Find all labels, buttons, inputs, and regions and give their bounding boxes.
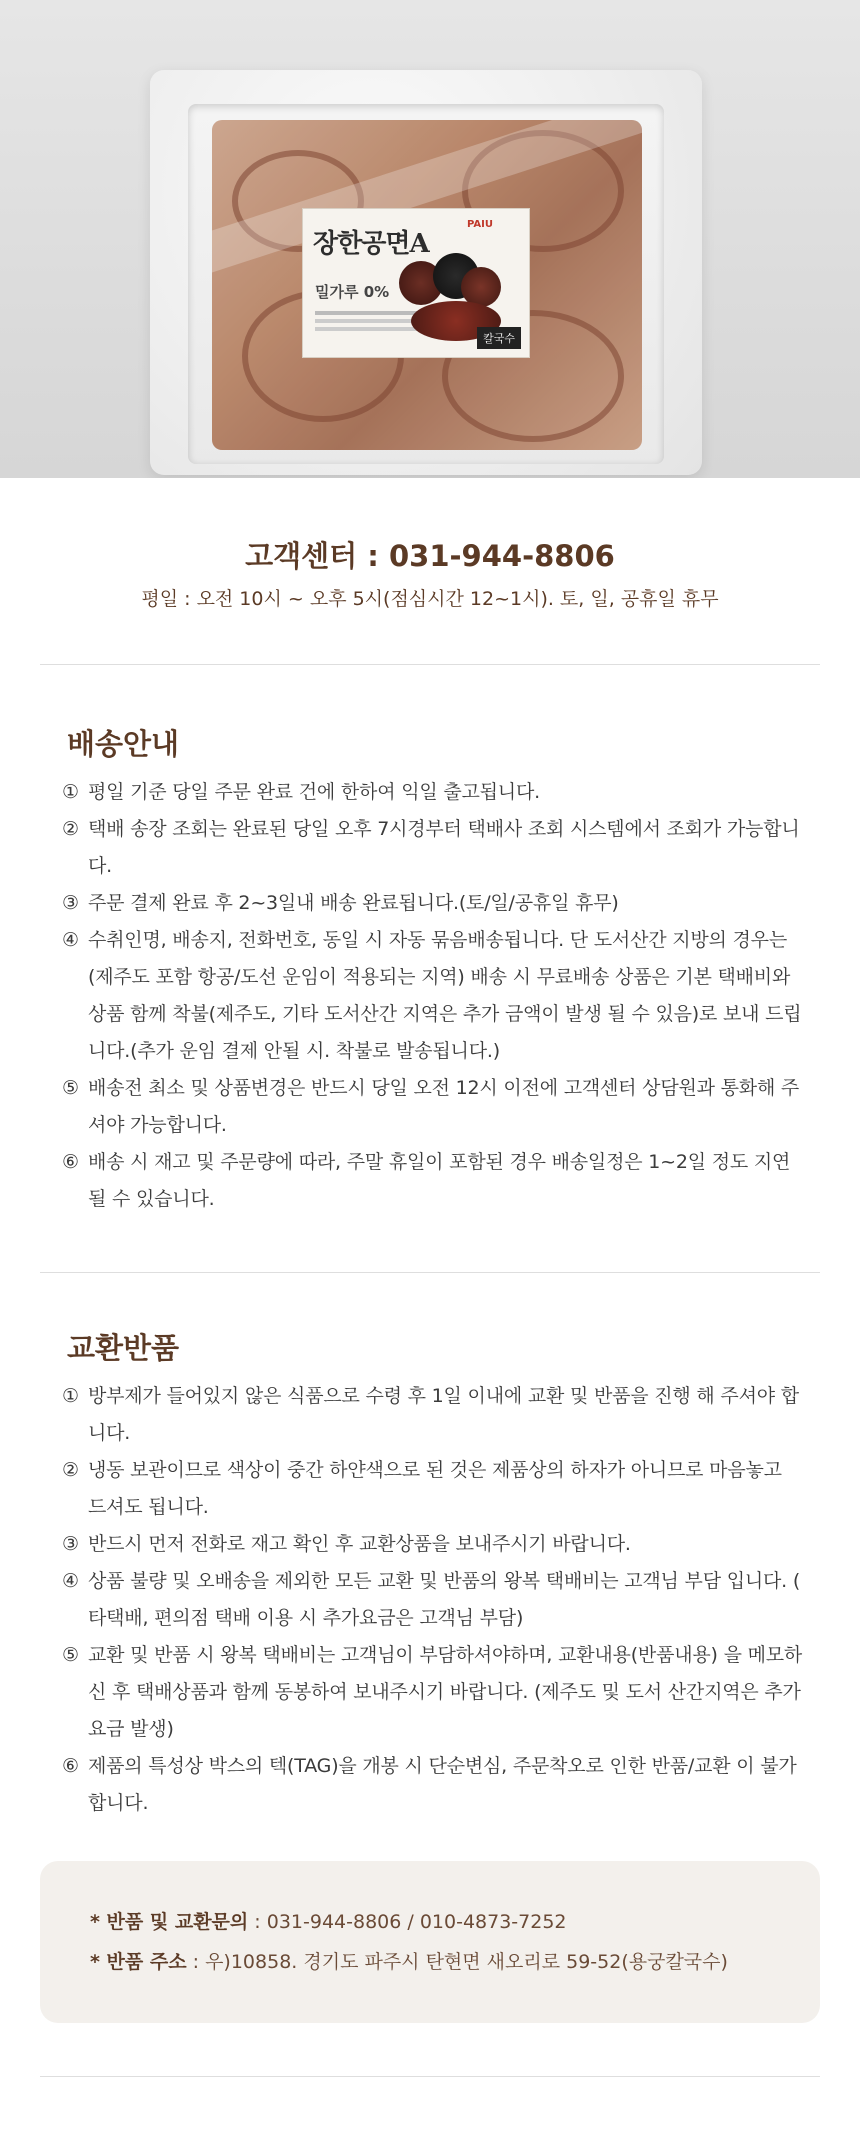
- list-item: ③ 주문 결제 완료 후 2~3일내 배송 완료됩니다.(토/일/공휴일 휴무): [62, 892, 619, 914]
- list-item: ③ 반드시 먼저 전화로 재고 확인 후 교환상품을 보내주시기 바랍니다.: [62, 1533, 631, 1555]
- exchange-title: 교환반품: [67, 1331, 180, 1365]
- list-item: ④ 상품 불량 및 오배송을 제외한 모든 교환 및 반품의 왕복 택배비는 고객님 부담 입니다. ( 타택배, 편의점 택배 이용 시 추가요금은 고객님 부담): [62, 1570, 801, 1629]
- divider: [40, 1272, 820, 1273]
- label-sub: 밀가루 0%: [315, 283, 390, 301]
- label-tag: 칼국수: [477, 327, 521, 349]
- list-item: ④ 수취인명, 배송지, 전화번호, 동일 시 자동 묶음배송됩니다. 단 도서산간 지방의 경우는(제주도 포함 항공/도선 운임이 적용되는 지역) 배송 시 무료배송 상품은 기본 택배비와 상품 함께 착불(제주도, 기타 도서산간 지역은 추가 금액이 발생 될 수 있음)로 보내 드립니다.(추가 운임 결제 안될 시. 착불로 발송됩니다.): [62, 929, 802, 1062]
- customer-center-title: 고객센터 : 031-944-8806: [245, 539, 615, 573]
- list-item: ① 평일 기준 당일 주문 완료 건에 한하여 익일 출고됩니다.: [62, 781, 540, 803]
- return-address: * 반품 주소 : 우)10858. 경기도 파주시 탄현면 새오리로 59-52(용궁칼국수): [90, 1951, 728, 1973]
- return-inquiry: * 반품 및 교환문의 : 031-944-8806 / 010-4873-7252: [90, 1911, 567, 1933]
- list-item: ⑥ 제품의 특성상 박스의 텍(TAG)을 개봉 시 단순변심, 주문착오로 인한 반품/교환 이 불가합니다.: [62, 1755, 797, 1814]
- divider: [40, 664, 820, 665]
- list-item: ⑥ 배송 시 재고 및 주문량에 따라, 주말 휴일이 포함된 경우 배송일정은 1~2일 정도 지연 될 수 있습니다.: [62, 1151, 791, 1210]
- shipping-title: 배송안내: [67, 727, 180, 761]
- list-item: ② 냉동 보관이므로 색상이 중간 하얀색으로 된 것은 제품상의 하자가 아니므로 마음놓고 드셔도 됩니다.: [62, 1459, 782, 1518]
- list-item: ⑤ 교환 및 반품 시 왕복 택배비는 고객님이 부담하셔야하며, 교환내용(반품내용) 을 메모하신 후 택배상품과 함께 동봉하여 보내주시기 바랍니다. (제주도 및 도서 산간지역은 추가요금 발생): [62, 1644, 803, 1740]
- list-item: ⑤ 배송전 최소 및 상품변경은 반드시 당일 오전 12시 이전에 고객센터 상담원과 통화해 주셔야 가능합니다.: [62, 1077, 800, 1136]
- label-logo: PAIU: [467, 219, 493, 230]
- exchange-list: [64, 1378, 804, 1822]
- list-item: ② 택배 송장 조회는 완료된 당일 오후 7시경부터 택배사 조회 시스템에서 조회가 가능합니다.: [62, 818, 800, 877]
- customer-center-hours: 평일 : 오전 10시 ~ 오후 5시(점심시간 12~1시). 토, 일, 공휴일 휴무: [141, 588, 719, 610]
- divider: [40, 2076, 820, 2077]
- label-brand: 장한공면A: [313, 229, 429, 259]
- shipping-list: [64, 774, 804, 1218]
- product-label: [302, 208, 530, 358]
- product-photo: [0, 0, 860, 478]
- return-info-box: [40, 1861, 820, 2023]
- list-item: ① 방부제가 들어있지 않은 식품으로 수령 후 1일 이내에 교환 및 반품을 진행 해 주셔야 합니다.: [62, 1385, 799, 1444]
